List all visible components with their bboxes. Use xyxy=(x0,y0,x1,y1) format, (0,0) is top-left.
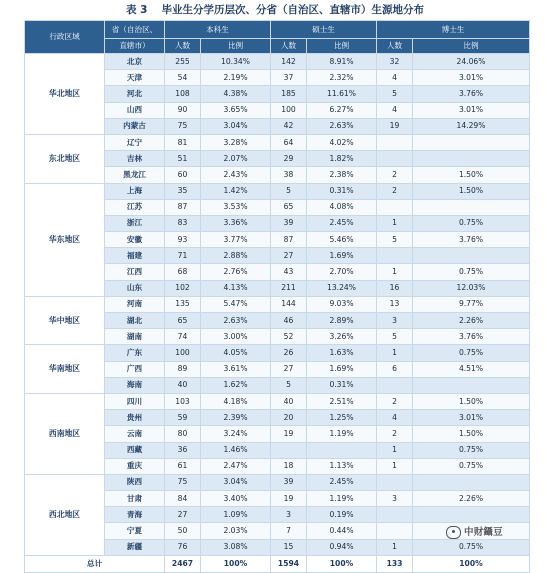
doctor-ratio-cell xyxy=(413,151,530,167)
undergrad-count-cell: 135 xyxy=(165,296,201,312)
master-count-cell: 29 xyxy=(271,151,307,167)
master-count-cell: 19 xyxy=(271,426,307,442)
undergrad-count-cell: 93 xyxy=(165,232,201,248)
master-ratio-cell: 2.70% xyxy=(307,264,377,280)
doctor-count-cell: 1 xyxy=(377,458,413,474)
doctor-count-cell: 32 xyxy=(377,54,413,70)
master-count-cell: 39 xyxy=(271,215,307,231)
region-name: 华南地区 xyxy=(25,345,105,394)
undergrad-ratio-cell: 1.09% xyxy=(201,507,271,523)
total-doctor-ratio: 100% xyxy=(413,555,530,572)
doctor-ratio-cell xyxy=(413,377,530,393)
region-name: 西北地区 xyxy=(25,474,105,555)
table-number: 表 3 xyxy=(126,4,148,16)
header-count: 人数 xyxy=(377,39,413,54)
province-cell: 海南 xyxy=(105,377,165,393)
undergrad-ratio-cell: 3.40% xyxy=(201,491,271,507)
doctor-count-cell: 5 xyxy=(377,86,413,102)
province-cell: 江西 xyxy=(105,264,165,280)
doctor-ratio-cell: 3.76% xyxy=(413,232,530,248)
undergrad-ratio-cell: 2.47% xyxy=(201,458,271,474)
province-cell: 辽宁 xyxy=(105,134,165,150)
master-ratio-cell: 2.38% xyxy=(307,167,377,183)
undergrad-count-cell: 83 xyxy=(165,215,201,231)
province-cell: 山东 xyxy=(105,280,165,296)
master-ratio-cell: 0.94% xyxy=(307,539,377,555)
undergrad-ratio-cell: 2.39% xyxy=(201,410,271,426)
undergrad-count-cell: 255 xyxy=(165,54,201,70)
master-count-cell: 27 xyxy=(271,361,307,377)
undergrad-ratio-cell: 3.65% xyxy=(201,102,271,118)
province-cell: 吉林 xyxy=(105,151,165,167)
master-count-cell: 7 xyxy=(271,523,307,539)
doctor-count-cell: 3 xyxy=(377,491,413,507)
master-ratio-cell: 1.69% xyxy=(307,361,377,377)
master-ratio-cell: 8.91% xyxy=(307,54,377,70)
master-ratio-cell: 4.08% xyxy=(307,199,377,215)
province-cell: 福建 xyxy=(105,248,165,264)
master-ratio-cell: 6.27% xyxy=(307,102,377,118)
doctor-ratio-cell: 2.26% xyxy=(413,313,530,329)
undergrad-ratio-cell: 3.24% xyxy=(201,426,271,442)
province-cell: 湖南 xyxy=(105,329,165,345)
master-count-cell: 5 xyxy=(271,183,307,199)
master-ratio-cell: 2.45% xyxy=(307,474,377,490)
master-ratio-cell: 11.61% xyxy=(307,86,377,102)
undergrad-count-cell: 54 xyxy=(165,70,201,86)
doctor-count-cell xyxy=(377,507,413,523)
master-ratio-cell: 2.63% xyxy=(307,118,377,134)
doctor-ratio-cell: 14.29% xyxy=(413,118,530,134)
doctor-ratio-cell: 9.77% xyxy=(413,296,530,312)
doctor-count-cell: 4 xyxy=(377,410,413,426)
undergrad-ratio-cell: 2.76% xyxy=(201,264,271,280)
undergrad-ratio-cell: 3.53% xyxy=(201,199,271,215)
doctor-ratio-cell xyxy=(413,474,530,490)
undergrad-ratio-cell: 3.04% xyxy=(201,474,271,490)
undergrad-count-cell: 81 xyxy=(165,134,201,150)
doctor-ratio-cell xyxy=(413,507,530,523)
header-doctor: 博士生 xyxy=(377,21,530,39)
master-count-cell: 52 xyxy=(271,329,307,345)
undergrad-ratio-cell: 4.18% xyxy=(201,393,271,409)
total-undergrad-ratio: 100% xyxy=(201,555,271,572)
master-ratio-cell: 4.02% xyxy=(307,134,377,150)
undergrad-ratio-cell: 2.19% xyxy=(201,70,271,86)
doctor-count-cell: 1 xyxy=(377,345,413,361)
table-row xyxy=(25,134,530,150)
undergrad-ratio-cell: 2.63% xyxy=(201,313,271,329)
province-cell: 云南 xyxy=(105,426,165,442)
doctor-ratio-cell xyxy=(413,134,530,150)
master-ratio-cell: 2.51% xyxy=(307,393,377,409)
master-ratio-cell: 0.19% xyxy=(307,507,377,523)
undergrad-count-cell: 80 xyxy=(165,426,201,442)
undergrad-count-cell: 50 xyxy=(165,523,201,539)
undergrad-count-cell: 75 xyxy=(165,474,201,490)
master-count-cell: 46 xyxy=(271,313,307,329)
region-name: 东北地区 xyxy=(25,134,105,183)
master-ratio-cell: 0.44% xyxy=(307,523,377,539)
master-count-cell: 40 xyxy=(271,393,307,409)
undergrad-count-cell: 40 xyxy=(165,377,201,393)
header-ratio: 比例 xyxy=(307,39,377,54)
undergrad-ratio-cell: 2.43% xyxy=(201,167,271,183)
undergrad-count-cell: 68 xyxy=(165,264,201,280)
doctor-ratio-cell: 1.50% xyxy=(413,393,530,409)
master-ratio-cell: 1.82% xyxy=(307,151,377,167)
master-count-cell: 211 xyxy=(271,280,307,296)
undergrad-ratio-cell: 3.77% xyxy=(201,232,271,248)
undergrad-count-cell: 35 xyxy=(165,183,201,199)
master-count-cell: 65 xyxy=(271,199,307,215)
master-ratio-cell: 1.63% xyxy=(307,345,377,361)
undergrad-count-cell: 59 xyxy=(165,410,201,426)
header-master: 硕士生 xyxy=(271,21,377,39)
undergrad-count-cell: 61 xyxy=(165,458,201,474)
region-name: 华北地区 xyxy=(25,54,105,135)
total-label: 总计 xyxy=(25,555,165,572)
master-count-cell: 38 xyxy=(271,167,307,183)
undergrad-count-cell: 51 xyxy=(165,151,201,167)
province-cell: 宁夏 xyxy=(105,523,165,539)
table-row xyxy=(25,345,530,361)
master-ratio-cell: 2.45% xyxy=(307,215,377,231)
undergrad-ratio-cell: 1.46% xyxy=(201,442,271,458)
undergrad-ratio-cell: 4.38% xyxy=(201,86,271,102)
doctor-count-cell: 1 xyxy=(377,442,413,458)
undergrad-ratio-cell: 3.08% xyxy=(201,539,271,555)
header-count: 人数 xyxy=(271,39,307,54)
doctor-ratio-cell: 0.75% xyxy=(413,539,530,555)
doctor-count-cell: 1 xyxy=(377,215,413,231)
province-cell: 河北 xyxy=(105,86,165,102)
doctor-count-cell xyxy=(377,523,413,539)
doctor-count-cell xyxy=(377,199,413,215)
table-row xyxy=(25,54,530,70)
region-name: 华东地区 xyxy=(25,183,105,296)
doctor-count-cell: 1 xyxy=(377,264,413,280)
total-doctor-count: 133 xyxy=(377,555,413,572)
undergrad-ratio-cell: 3.28% xyxy=(201,134,271,150)
doctor-count-cell xyxy=(377,134,413,150)
undergrad-count-cell: 89 xyxy=(165,361,201,377)
undergrad-count-cell: 74 xyxy=(165,329,201,345)
undergrad-count-cell: 27 xyxy=(165,507,201,523)
undergrad-ratio-cell: 5.47% xyxy=(201,296,271,312)
doctor-ratio-cell: 3.01% xyxy=(413,410,530,426)
wechat-watermark xyxy=(446,524,503,539)
province-cell: 河南 xyxy=(105,296,165,312)
province-cell: 新疆 xyxy=(105,539,165,555)
undergrad-ratio-cell: 1.42% xyxy=(201,183,271,199)
doctor-ratio-cell: 4.51% xyxy=(413,361,530,377)
master-ratio-cell: 2.32% xyxy=(307,70,377,86)
undergrad-count-cell: 103 xyxy=(165,393,201,409)
undergrad-ratio-cell: 2.03% xyxy=(201,523,271,539)
doctor-ratio-cell: 0.75% xyxy=(413,215,530,231)
province-cell: 四川 xyxy=(105,393,165,409)
province-cell: 陕西 xyxy=(105,474,165,490)
province-cell: 北京 xyxy=(105,54,165,70)
province-cell: 贵州 xyxy=(105,410,165,426)
province-cell: 安徽 xyxy=(105,232,165,248)
province-cell: 天津 xyxy=(105,70,165,86)
region-name: 西南地区 xyxy=(25,393,105,474)
province-cell: 山西 xyxy=(105,102,165,118)
doctor-ratio-cell: 3.76% xyxy=(413,329,530,345)
doctor-ratio-cell: 2.26% xyxy=(413,491,530,507)
province-cell: 广西 xyxy=(105,361,165,377)
province-cell: 浙江 xyxy=(105,215,165,231)
doctor-ratio-cell: 3.01% xyxy=(413,102,530,118)
doctor-count-cell: 2 xyxy=(377,183,413,199)
doctor-count-cell: 5 xyxy=(377,232,413,248)
master-count-cell: 15 xyxy=(271,539,307,555)
doctor-ratio-cell: 3.76% xyxy=(413,86,530,102)
undergrad-count-cell: 71 xyxy=(165,248,201,264)
master-count-cell: 37 xyxy=(271,70,307,86)
table-row xyxy=(25,296,530,312)
undergrad-ratio-cell: 3.36% xyxy=(201,215,271,231)
undergrad-count-cell: 108 xyxy=(165,86,201,102)
master-count-cell: 3 xyxy=(271,507,307,523)
wechat-icon xyxy=(446,526,461,539)
province-cell: 甘肃 xyxy=(105,491,165,507)
doctor-ratio-cell: 0.75% xyxy=(413,442,530,458)
doctor-ratio-cell: 0.75% xyxy=(413,264,530,280)
header-count: 人数 xyxy=(165,39,201,54)
province-cell: 青海 xyxy=(105,507,165,523)
province-cell: 西藏 xyxy=(105,442,165,458)
master-count-cell: 43 xyxy=(271,264,307,280)
undergrad-count-cell: 36 xyxy=(165,442,201,458)
undergrad-count-cell: 102 xyxy=(165,280,201,296)
doctor-ratio-cell: 3.01% xyxy=(413,70,530,86)
doctor-count-cell xyxy=(377,151,413,167)
undergrad-count-cell: 76 xyxy=(165,539,201,555)
doctor-count-cell: 2 xyxy=(377,167,413,183)
master-count-cell: 100 xyxy=(271,102,307,118)
undergrad-ratio-cell: 2.07% xyxy=(201,151,271,167)
doctor-ratio-cell: 0.75% xyxy=(413,458,530,474)
province-cell: 江苏 xyxy=(105,199,165,215)
doctor-count-cell: 2 xyxy=(377,426,413,442)
master-count-cell: 144 xyxy=(271,296,307,312)
header-province-line1: 省（自治区、 xyxy=(105,21,165,39)
province-cell: 湖北 xyxy=(105,313,165,329)
undergrad-ratio-cell: 3.61% xyxy=(201,361,271,377)
doctor-count-cell: 4 xyxy=(377,102,413,118)
table-row xyxy=(25,393,530,409)
doctor-count-cell: 5 xyxy=(377,329,413,345)
header-undergrad: 本科生 xyxy=(165,21,271,39)
master-ratio-cell: 1.69% xyxy=(307,248,377,264)
undergrad-count-cell: 90 xyxy=(165,102,201,118)
undergrad-ratio-cell: 2.88% xyxy=(201,248,271,264)
master-count-cell: 39 xyxy=(271,474,307,490)
undergrad-ratio-cell: 3.04% xyxy=(201,118,271,134)
doctor-count-cell: 13 xyxy=(377,296,413,312)
master-count-cell: 27 xyxy=(271,248,307,264)
table-row xyxy=(25,183,530,199)
undergrad-count-cell: 100 xyxy=(165,345,201,361)
undergrad-count-cell: 60 xyxy=(165,167,201,183)
total-master-ratio: 100% xyxy=(307,555,377,572)
undergrad-ratio-cell: 10.34% xyxy=(201,54,271,70)
doctor-ratio-cell: 24.06% xyxy=(413,54,530,70)
undergrad-ratio-cell: 3.00% xyxy=(201,329,271,345)
distribution-table xyxy=(24,20,530,573)
doctor-count-cell: 16 xyxy=(377,280,413,296)
doctor-ratio-cell xyxy=(413,199,530,215)
table-row xyxy=(25,474,530,490)
master-count-cell xyxy=(271,442,307,458)
master-ratio-cell: 1.19% xyxy=(307,426,377,442)
master-count-cell: 5 xyxy=(271,377,307,393)
watermark-text: 中财鑷豆 xyxy=(464,527,503,538)
table-title xyxy=(0,0,550,20)
master-ratio-cell: 1.13% xyxy=(307,458,377,474)
doctor-count-cell xyxy=(377,377,413,393)
master-ratio-cell xyxy=(307,442,377,458)
undergrad-count-cell: 84 xyxy=(165,491,201,507)
undergrad-ratio-cell: 1.62% xyxy=(201,377,271,393)
table-header xyxy=(25,21,530,54)
master-ratio-cell: 13.24% xyxy=(307,280,377,296)
undergrad-ratio-cell: 4.05% xyxy=(201,345,271,361)
doctor-ratio-cell: 1.50% xyxy=(413,183,530,199)
master-count-cell: 87 xyxy=(271,232,307,248)
undergrad-count-cell: 87 xyxy=(165,199,201,215)
doctor-count-cell: 4 xyxy=(377,70,413,86)
header-province-line2: 直辖市） xyxy=(105,39,165,54)
header-ratio: 比例 xyxy=(413,39,530,54)
master-count-cell: 26 xyxy=(271,345,307,361)
doctor-count-cell xyxy=(377,474,413,490)
master-ratio-cell: 2.89% xyxy=(307,313,377,329)
master-ratio-cell: 3.26% xyxy=(307,329,377,345)
master-ratio-cell: 1.25% xyxy=(307,410,377,426)
master-count-cell: 20 xyxy=(271,410,307,426)
doctor-ratio-cell: 12.03% xyxy=(413,280,530,296)
table-caption: 毕业生分学历层次、分省（自治区、直辖市）生源地分布 xyxy=(161,4,424,16)
doctor-count-cell: 1 xyxy=(377,539,413,555)
undergrad-ratio-cell: 4.13% xyxy=(201,280,271,296)
province-cell: 上海 xyxy=(105,183,165,199)
master-count-cell: 19 xyxy=(271,491,307,507)
province-cell: 重庆 xyxy=(105,458,165,474)
doctor-count-cell: 6 xyxy=(377,361,413,377)
master-count-cell: 42 xyxy=(271,118,307,134)
total-undergrad-count: 2467 xyxy=(165,555,201,572)
total-master-count: 1594 xyxy=(271,555,307,572)
undergrad-count-cell: 75 xyxy=(165,118,201,134)
master-ratio-cell: 0.31% xyxy=(307,183,377,199)
master-count-cell: 185 xyxy=(271,86,307,102)
master-ratio-cell: 0.31% xyxy=(307,377,377,393)
doctor-count-cell xyxy=(377,248,413,264)
doctor-ratio-cell: 1.50% xyxy=(413,426,530,442)
undergrad-count-cell: 65 xyxy=(165,313,201,329)
doctor-ratio-cell: 1.50% xyxy=(413,167,530,183)
master-ratio-cell: 5.46% xyxy=(307,232,377,248)
doctor-count-cell: 3 xyxy=(377,313,413,329)
region-name: 华中地区 xyxy=(25,296,105,345)
master-count-cell: 18 xyxy=(271,458,307,474)
province-cell: 内蒙古 xyxy=(105,118,165,134)
master-ratio-cell: 9.03% xyxy=(307,296,377,312)
province-cell: 黑龙江 xyxy=(105,167,165,183)
master-ratio-cell: 1.19% xyxy=(307,491,377,507)
header-ratio: 比例 xyxy=(201,39,271,54)
doctor-count-cell: 19 xyxy=(377,118,413,134)
doctor-ratio-cell: 0.75% xyxy=(413,345,530,361)
master-count-cell: 64 xyxy=(271,134,307,150)
doctor-ratio-cell xyxy=(413,248,530,264)
table-body xyxy=(25,54,530,556)
master-count-cell: 142 xyxy=(271,54,307,70)
province-cell: 广东 xyxy=(105,345,165,361)
header-region: 行政区域 xyxy=(25,21,105,54)
doctor-count-cell: 2 xyxy=(377,393,413,409)
